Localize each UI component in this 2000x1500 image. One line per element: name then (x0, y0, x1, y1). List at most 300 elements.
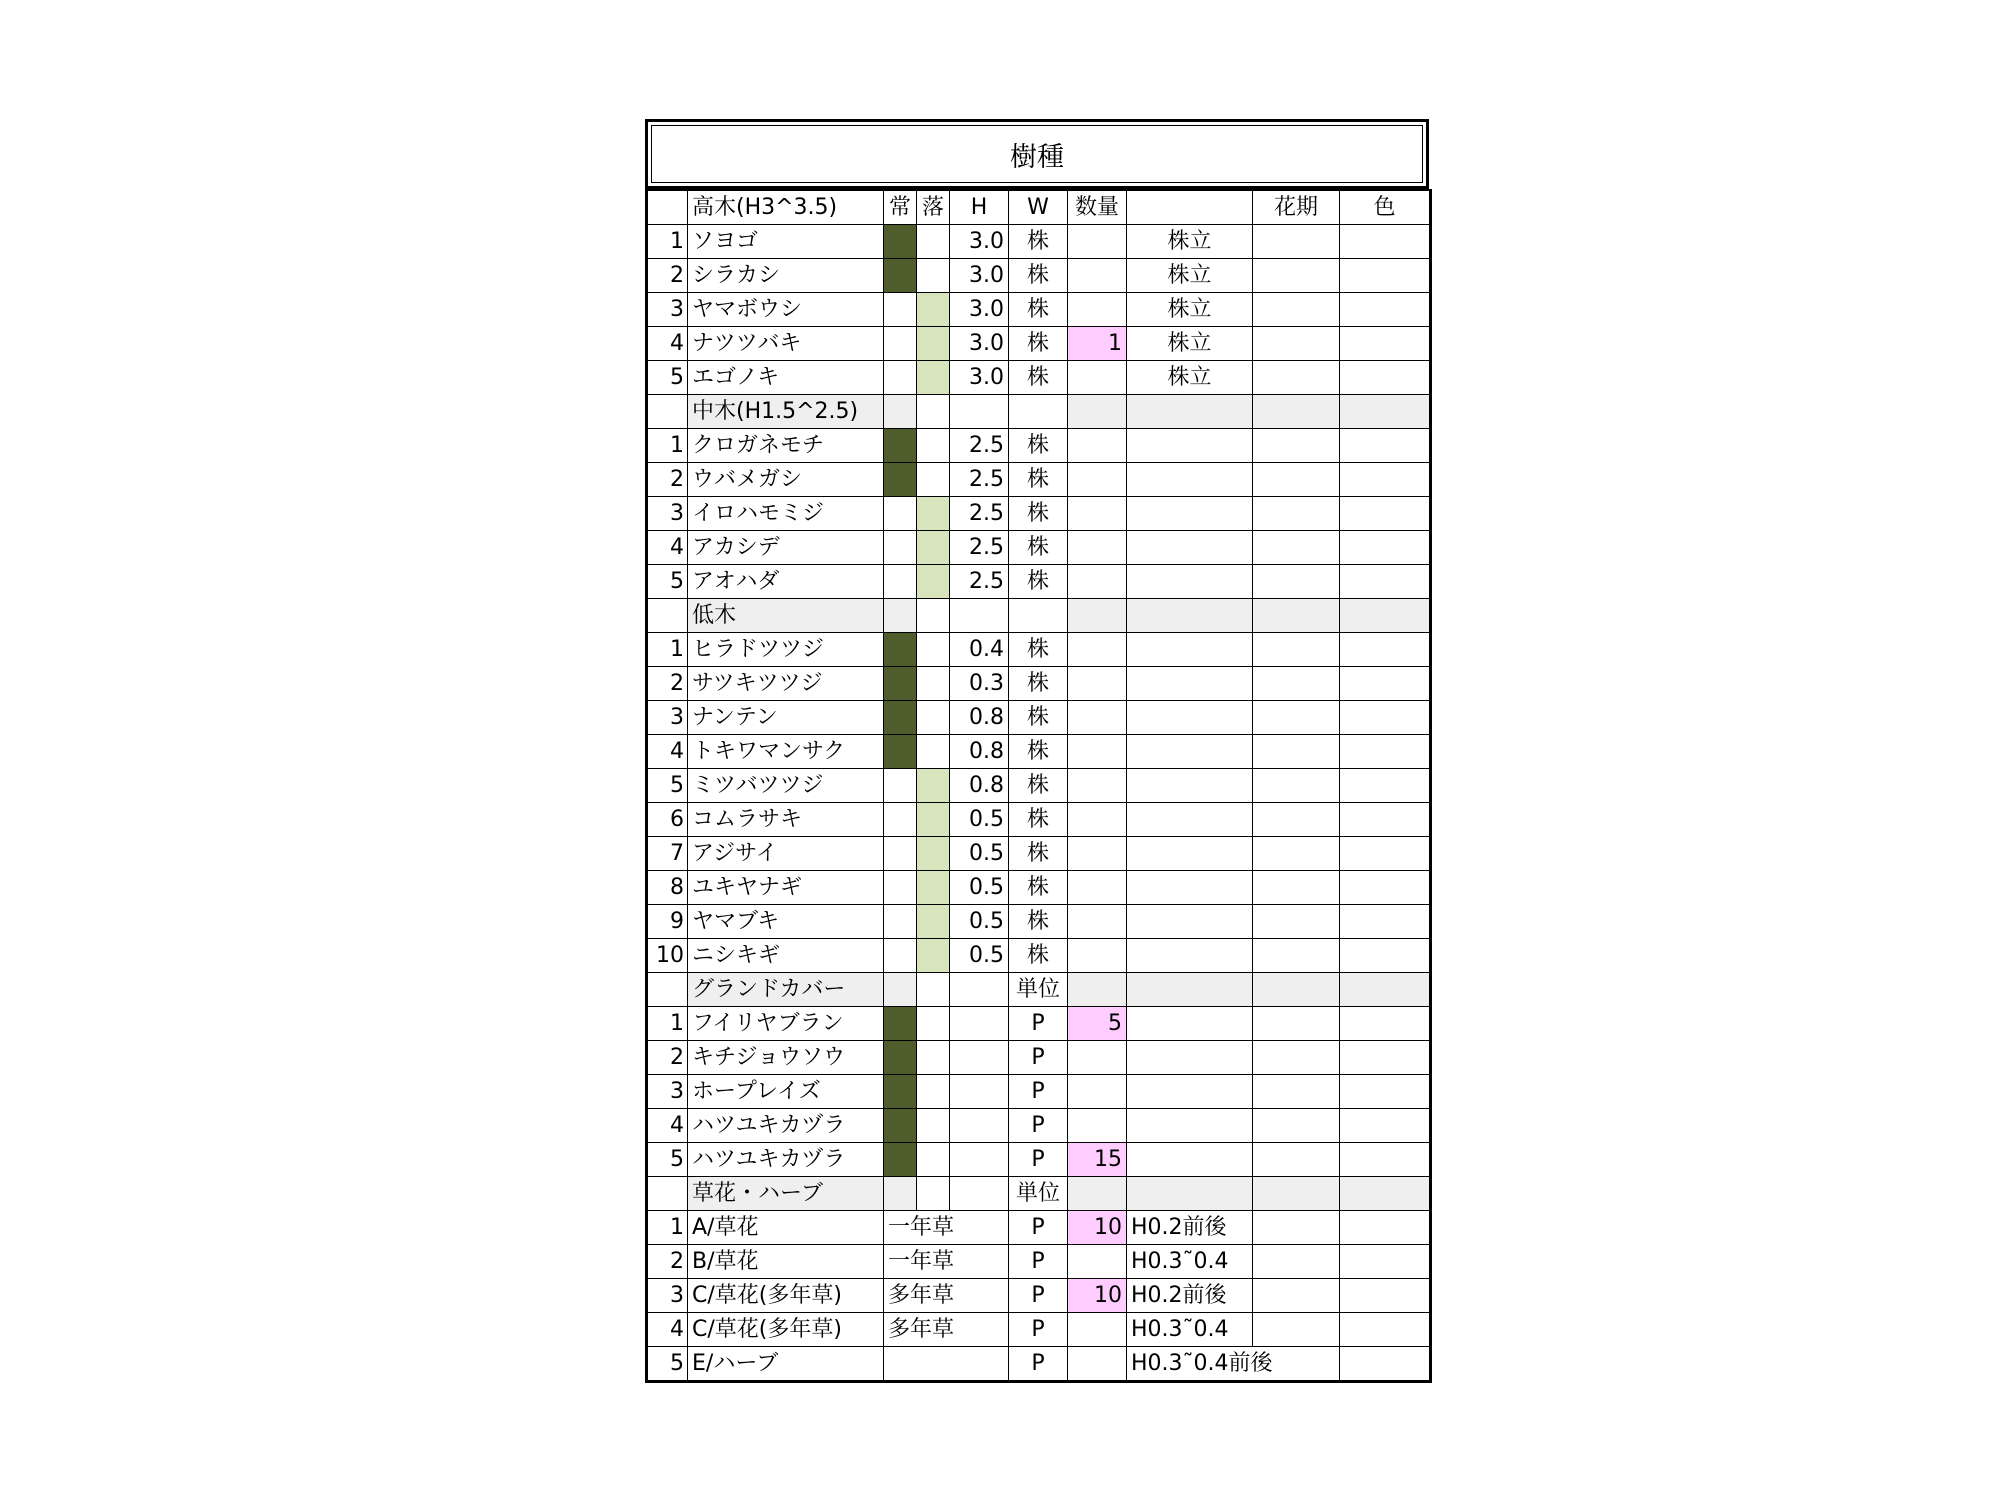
header-category: 高木(H3^3.5) (688, 190, 884, 225)
plant-name: ハツユキカヅラ (688, 1143, 884, 1177)
section-color (1340, 599, 1431, 633)
row-no: 10 (647, 939, 688, 973)
table-row (647, 1347, 1431, 1382)
width-unit: 株 (1009, 871, 1068, 905)
row-no: 3 (647, 701, 688, 735)
width-unit: 株 (1009, 429, 1068, 463)
section-no (647, 395, 688, 429)
width-unit: 株 (1009, 701, 1068, 735)
section-h (950, 395, 1009, 429)
table-row (647, 1245, 1431, 1279)
quantity-value (1068, 871, 1127, 905)
table-row (647, 1075, 1431, 1109)
plant-kind: 一年草 (884, 1211, 1009, 1245)
color-value (1340, 565, 1431, 599)
plant-name: フイリヤブラン (688, 1007, 884, 1041)
bloom-value (1253, 871, 1340, 905)
height-value: 2.5 (950, 429, 1009, 463)
section-unit: 単位 (1009, 1177, 1068, 1211)
evergreen-marker (884, 429, 917, 463)
width-unit: P (1009, 1007, 1068, 1041)
table-row (647, 633, 1431, 667)
color-value (1340, 667, 1431, 701)
color-value (1340, 327, 1431, 361)
color-value (1340, 939, 1431, 973)
height-value: 3.0 (950, 225, 1009, 259)
quantity-value (1068, 463, 1127, 497)
deciduous-marker (917, 565, 950, 599)
quantity-value (1068, 531, 1127, 565)
plant-name: C/草花(多年草) (688, 1313, 884, 1347)
quantity-value (1068, 361, 1127, 395)
note-value (1127, 1109, 1253, 1143)
bloom-value (1253, 1279, 1340, 1313)
plant-name: ウバメガシ (688, 463, 884, 497)
width-unit: P (1009, 1245, 1068, 1279)
row-no: 6 (647, 803, 688, 837)
header-evergreen: 常 (884, 190, 917, 225)
width-unit: P (1009, 1279, 1068, 1313)
width-unit: 株 (1009, 837, 1068, 871)
deciduous-marker (917, 939, 950, 973)
note-value (1127, 1075, 1253, 1109)
deciduous-marker (917, 803, 950, 837)
row-no: 1 (647, 633, 688, 667)
section-unit (1009, 395, 1068, 429)
color-value (1340, 769, 1431, 803)
quantity-value (1068, 1347, 1127, 1382)
bloom-value (1253, 701, 1340, 735)
width-unit: P (1009, 1211, 1068, 1245)
width-unit: 株 (1009, 497, 1068, 531)
color-value (1340, 429, 1431, 463)
quantity-value: 10 (1068, 1279, 1127, 1313)
plant-name: ヤマブキ (688, 905, 884, 939)
quantity-value: 5 (1068, 1007, 1127, 1041)
deciduous-marker (917, 837, 950, 871)
section-bloom (1253, 973, 1340, 1007)
height-value: 0.5 (950, 939, 1009, 973)
color-value (1340, 735, 1431, 769)
section-color (1340, 973, 1431, 1007)
color-value (1340, 463, 1431, 497)
bloom-value (1253, 769, 1340, 803)
color-value (1340, 1279, 1431, 1313)
bloom-value (1253, 1007, 1340, 1041)
deciduous-marker (917, 225, 950, 259)
row-no: 7 (647, 837, 688, 871)
evergreen-marker (884, 1007, 917, 1041)
table-row (647, 531, 1431, 565)
note-value: H0.2前後 (1127, 1211, 1253, 1245)
header-qty: 数量 (1068, 190, 1127, 225)
bloom-value (1253, 837, 1340, 871)
section-unit (1009, 599, 1068, 633)
color-value (1340, 259, 1431, 293)
plant-name: E/ハーブ (688, 1347, 884, 1382)
section-row (647, 395, 1431, 429)
bloom-value (1253, 1109, 1340, 1143)
section-no (647, 1177, 688, 1211)
note-value (1127, 1041, 1253, 1075)
width-unit: P (1009, 1041, 1068, 1075)
plant-name: シラカシ (688, 259, 884, 293)
section-note (1127, 395, 1253, 429)
quantity-value (1068, 633, 1127, 667)
plant-name: A/草花 (688, 1211, 884, 1245)
color-value (1340, 1075, 1431, 1109)
quantity-value (1068, 1313, 1127, 1347)
deciduous-marker (917, 701, 950, 735)
note-value (1127, 871, 1253, 905)
plant-kind (884, 1347, 1009, 1382)
section-evergreen (884, 599, 917, 633)
bloom-value (1253, 939, 1340, 973)
bloom-value (1253, 1075, 1340, 1109)
plant-name: ホープレイズ (688, 1075, 884, 1109)
evergreen-marker (884, 837, 917, 871)
quantity-value (1068, 905, 1127, 939)
row-no: 5 (647, 1143, 688, 1177)
table-row (647, 293, 1431, 327)
section-color (1340, 1177, 1431, 1211)
note-value (1127, 735, 1253, 769)
deciduous-marker (917, 327, 950, 361)
table-row (647, 1109, 1431, 1143)
table-row (647, 225, 1431, 259)
note-value (1127, 633, 1253, 667)
bloom-value (1253, 497, 1340, 531)
bloom-value (1253, 735, 1340, 769)
deciduous-marker (917, 735, 950, 769)
evergreen-marker (884, 463, 917, 497)
height-value: 2.5 (950, 497, 1009, 531)
plant-name: キチジョウソウ (688, 1041, 884, 1075)
bloom-value (1253, 803, 1340, 837)
height-value: 0.8 (950, 769, 1009, 803)
width-unit: 株 (1009, 463, 1068, 497)
height-value: 0.3 (950, 667, 1009, 701)
section-note (1127, 973, 1253, 1007)
section-h (950, 599, 1009, 633)
sheet-title: 樹種 (645, 119, 1429, 189)
plant-name: ハツユキカヅラ (688, 1109, 884, 1143)
width-unit: 株 (1009, 735, 1068, 769)
row-no: 2 (647, 1245, 688, 1279)
evergreen-marker (884, 293, 917, 327)
bloom-value (1253, 225, 1340, 259)
note-value (1127, 1143, 1253, 1177)
plant-name: ソヨゴ (688, 225, 884, 259)
table-row (647, 327, 1431, 361)
width-unit: 株 (1009, 633, 1068, 667)
plant-kind: 一年草 (884, 1245, 1009, 1279)
height-value: 0.5 (950, 803, 1009, 837)
color-value (1340, 905, 1431, 939)
section-qty (1068, 599, 1127, 633)
note-value (1127, 429, 1253, 463)
table-row (647, 769, 1431, 803)
row-no: 3 (647, 497, 688, 531)
section-bloom (1253, 395, 1340, 429)
color-value (1340, 497, 1431, 531)
deciduous-marker (917, 905, 950, 939)
plant-name: B/草花 (688, 1245, 884, 1279)
plant-kind: 多年草 (884, 1313, 1009, 1347)
section-no (647, 599, 688, 633)
color-value (1340, 803, 1431, 837)
row-no: 8 (647, 871, 688, 905)
width-unit: 株 (1009, 667, 1068, 701)
note-value: 株立 (1127, 225, 1253, 259)
row-no: 1 (647, 1007, 688, 1041)
bloom-value (1253, 633, 1340, 667)
evergreen-marker (884, 259, 917, 293)
deciduous-marker (917, 1041, 950, 1075)
color-value (1340, 361, 1431, 395)
plant-name: ナンテン (688, 701, 884, 735)
height-value (950, 1041, 1009, 1075)
note-value (1127, 803, 1253, 837)
height-value: 0.4 (950, 633, 1009, 667)
plant-name: アオハダ (688, 565, 884, 599)
section-row (647, 1177, 1431, 1211)
quantity-value (1068, 735, 1127, 769)
bloom-value (1253, 259, 1340, 293)
section-note (1127, 1177, 1253, 1211)
note-value (1127, 667, 1253, 701)
row-no: 4 (647, 1109, 688, 1143)
table-row (647, 565, 1431, 599)
row-no: 5 (647, 769, 688, 803)
height-value: 0.5 (950, 837, 1009, 871)
table-row (647, 497, 1431, 531)
width-unit: 株 (1009, 939, 1068, 973)
quantity-value (1068, 293, 1127, 327)
deciduous-marker (917, 463, 950, 497)
section-label: グランドカバー (688, 973, 884, 1007)
header-color: 色 (1340, 190, 1431, 225)
evergreen-marker (884, 361, 917, 395)
quantity-value: 15 (1068, 1143, 1127, 1177)
row-no: 3 (647, 293, 688, 327)
header-bloom: 花期 (1253, 190, 1340, 225)
header-no (647, 190, 688, 225)
row-no: 5 (647, 361, 688, 395)
quantity-value (1068, 1109, 1127, 1143)
plant-name: ヒラドツツジ (688, 633, 884, 667)
bloom-value (1253, 1143, 1340, 1177)
evergreen-marker (884, 497, 917, 531)
row-no: 4 (647, 1313, 688, 1347)
row-no: 2 (647, 667, 688, 701)
note-value (1127, 939, 1253, 973)
table-row (647, 871, 1431, 905)
width-unit: 株 (1009, 565, 1068, 599)
note-value (1127, 497, 1253, 531)
note-value (1127, 531, 1253, 565)
color-value (1340, 837, 1431, 871)
color-value (1340, 1109, 1431, 1143)
evergreen-marker (884, 327, 917, 361)
row-no: 4 (647, 531, 688, 565)
table-row (647, 1211, 1431, 1245)
section-row (647, 599, 1431, 633)
height-value (950, 1075, 1009, 1109)
deciduous-marker (917, 497, 950, 531)
note-value (1127, 565, 1253, 599)
color-value (1340, 225, 1431, 259)
section-unit: 単位 (1009, 973, 1068, 1007)
width-unit: 株 (1009, 259, 1068, 293)
evergreen-marker (884, 531, 917, 565)
row-no: 2 (647, 1041, 688, 1075)
plant-name: エゴノキ (688, 361, 884, 395)
bloom-value (1253, 531, 1340, 565)
deciduous-marker (917, 531, 950, 565)
section-deciduous (917, 973, 950, 1007)
row-no: 4 (647, 327, 688, 361)
table-row (647, 735, 1431, 769)
evergreen-marker (884, 803, 917, 837)
color-value (1340, 633, 1431, 667)
species-table (645, 189, 1432, 1383)
note-value (1127, 1007, 1253, 1041)
row-no: 5 (647, 565, 688, 599)
deciduous-marker (917, 1109, 950, 1143)
bloom-value (1253, 1041, 1340, 1075)
color-value (1340, 531, 1431, 565)
evergreen-marker (884, 939, 917, 973)
plant-name: サツキツツジ (688, 667, 884, 701)
quantity-value: 10 (1068, 1211, 1127, 1245)
section-row (647, 973, 1431, 1007)
height-value: 3.0 (950, 293, 1009, 327)
header-h: H (950, 190, 1009, 225)
row-no: 9 (647, 905, 688, 939)
bloom-value (1253, 1245, 1340, 1279)
section-bloom (1253, 1177, 1340, 1211)
header-deciduous: 落 (917, 190, 950, 225)
row-no: 2 (647, 463, 688, 497)
evergreen-marker (884, 769, 917, 803)
evergreen-marker (884, 1109, 917, 1143)
bloom-value (1253, 667, 1340, 701)
row-no: 1 (647, 225, 688, 259)
note-value: 株立 (1127, 259, 1253, 293)
table-row (647, 1041, 1431, 1075)
plant-name: クロガネモチ (688, 429, 884, 463)
deciduous-marker (917, 293, 950, 327)
evergreen-marker (884, 735, 917, 769)
evergreen-marker (884, 667, 917, 701)
height-value: 0.8 (950, 701, 1009, 735)
color-value (1340, 1041, 1431, 1075)
table-row (647, 667, 1431, 701)
quantity-value (1068, 939, 1127, 973)
header-note (1127, 190, 1253, 225)
deciduous-marker (917, 1075, 950, 1109)
evergreen-marker (884, 905, 917, 939)
evergreen-marker (884, 1075, 917, 1109)
plant-name: コムラサキ (688, 803, 884, 837)
table-row (647, 905, 1431, 939)
bloom-value (1253, 463, 1340, 497)
color-value (1340, 1211, 1431, 1245)
deciduous-marker (917, 429, 950, 463)
note-value (1127, 463, 1253, 497)
quantity-value (1068, 497, 1127, 531)
deciduous-marker (917, 633, 950, 667)
table-row (647, 837, 1431, 871)
color-value (1340, 871, 1431, 905)
row-no: 1 (647, 429, 688, 463)
section-label: 草花・ハーブ (688, 1177, 884, 1211)
width-unit: 株 (1009, 361, 1068, 395)
deciduous-marker (917, 259, 950, 293)
width-unit: P (1009, 1313, 1068, 1347)
section-bloom (1253, 599, 1340, 633)
table-row (647, 259, 1431, 293)
height-value (950, 1109, 1009, 1143)
row-no: 1 (647, 1211, 688, 1245)
plant-name: ニシキギ (688, 939, 884, 973)
table-row (647, 939, 1431, 973)
plant-name: トキワマンサク (688, 735, 884, 769)
quantity-value (1068, 565, 1127, 599)
color-value (1340, 1143, 1431, 1177)
height-value: 0.5 (950, 871, 1009, 905)
table-row (647, 1007, 1431, 1041)
table-row (647, 1313, 1431, 1347)
color-value (1340, 1007, 1431, 1041)
table-row (647, 1143, 1431, 1177)
plant-species-sheet (645, 119, 1429, 1383)
note-value: H0.3˜0.4前後 (1127, 1347, 1340, 1382)
quantity-value (1068, 1041, 1127, 1075)
width-unit: P (1009, 1075, 1068, 1109)
plant-name: ナツツバキ (688, 327, 884, 361)
quantity-value (1068, 429, 1127, 463)
section-deciduous (917, 395, 950, 429)
note-value (1127, 905, 1253, 939)
note-value: 株立 (1127, 327, 1253, 361)
row-no: 3 (647, 1075, 688, 1109)
section-evergreen (884, 1177, 917, 1211)
note-value (1127, 701, 1253, 735)
width-unit: 株 (1009, 905, 1068, 939)
width-unit: P (1009, 1109, 1068, 1143)
plant-name: アジサイ (688, 837, 884, 871)
evergreen-marker (884, 1143, 917, 1177)
section-deciduous (917, 1177, 950, 1211)
note-value (1127, 837, 1253, 871)
quantity-value: 1 (1068, 327, 1127, 361)
width-unit: 株 (1009, 803, 1068, 837)
height-value: 3.0 (950, 327, 1009, 361)
quantity-value (1068, 1075, 1127, 1109)
height-value: 2.5 (950, 565, 1009, 599)
plant-kind: 多年草 (884, 1279, 1009, 1313)
section-evergreen (884, 973, 917, 1007)
table-row (647, 701, 1431, 735)
header-w: W (1009, 190, 1068, 225)
width-unit: 株 (1009, 769, 1068, 803)
height-value: 3.0 (950, 361, 1009, 395)
quantity-value (1068, 837, 1127, 871)
note-value: H0.2前後 (1127, 1279, 1253, 1313)
section-h (950, 1177, 1009, 1211)
